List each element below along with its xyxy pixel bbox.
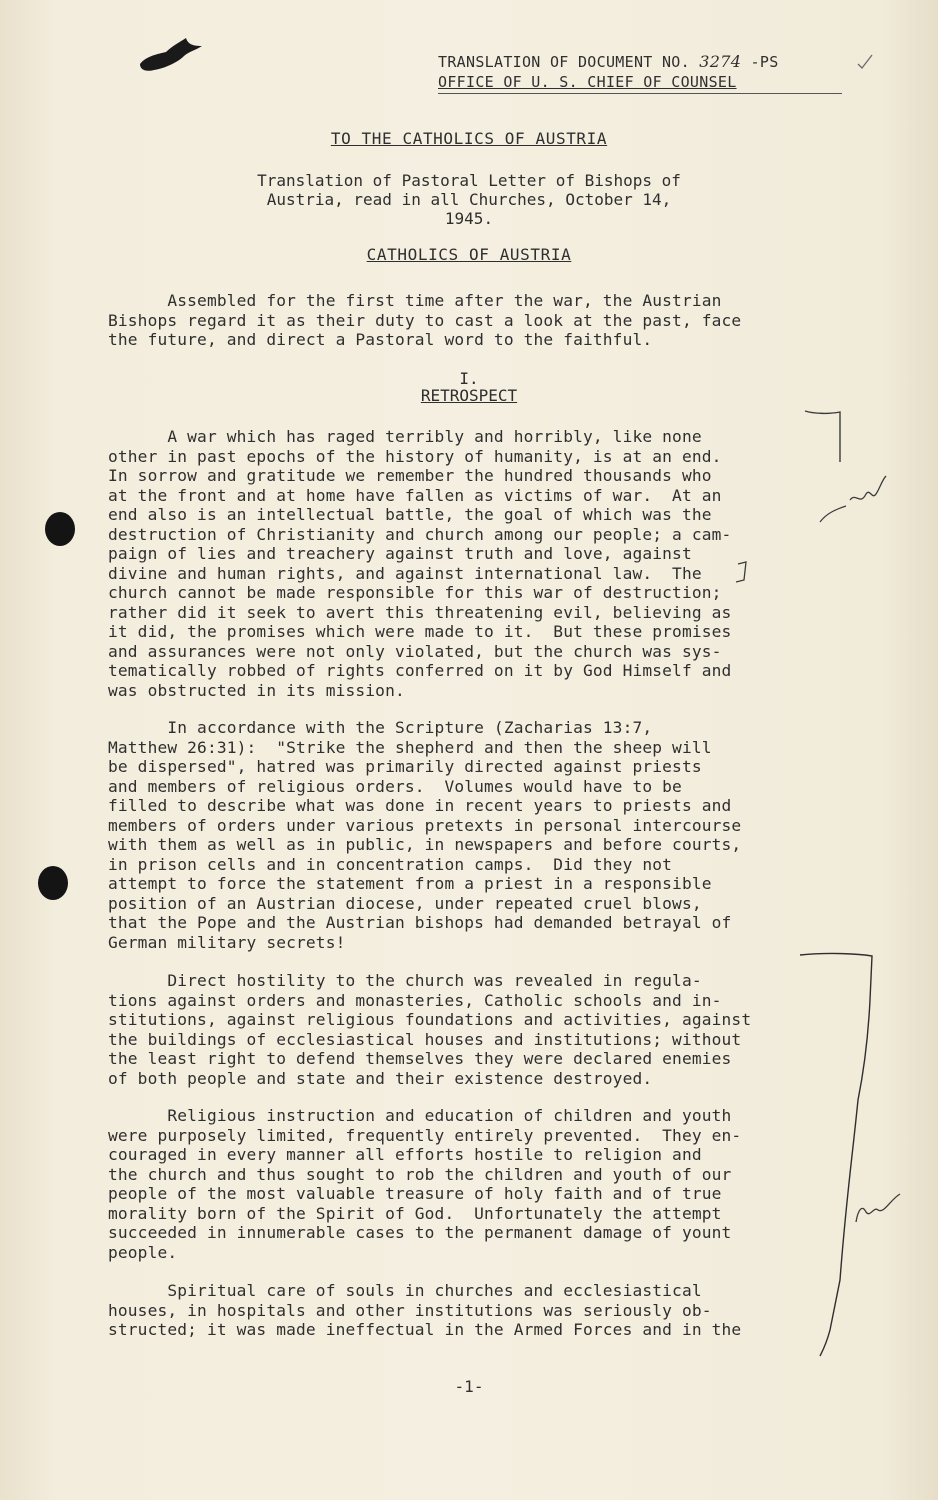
document-number: 3274 xyxy=(699,52,742,71)
body-paragraph: A war which has raged terribly and horribly, like none other in past epochs of the history of humanity, is at an end. In sorrow and gratitude we remember the hundred thousands who at the front and at home have fallen as victims of war. At an end also is an intellectual battle, the goal of which was the destruction of Christianity and church among our people; a cam- paign of lies and treachery against truth and love, against divine and human rights, and against international law. The church cannot be made responsible for this war of destruction; rather did it seek to avert this threatening evil, believing as it did, the promises which were made to it. But these promises and assurances were not only violated, but the church was sys- tematically robbed of rights conferred on it by God Himself and was obstructed in its mission. xyxy=(108,427,732,700)
salutation-heading: CATHOLICS OF AUSTRIA xyxy=(366,245,572,264)
page-number: -1- xyxy=(454,1377,484,1396)
body-paragraph: Religious instruction and education of children and youth were purposely limited, frequently entirely prevented. They en- couraged in every manner all efforts hostile to religion and the church and thus sought to rob the children and youth of our people of the most valuable treasure of holy faith and of true morality born of the Spirit of God. Unfortunately the attempt succeeded in innumerable cases to the permanent damage of yount people. xyxy=(108,1106,742,1262)
document-subtitle: Translation of Pastoral Letter of Bishops of Austria, read in all Churches, October 14, 1945. xyxy=(257,171,681,228)
document-suffix: -PS xyxy=(750,53,779,71)
document-title: TO THE CATHOLICS OF AUSTRIA xyxy=(330,129,608,148)
header-office-line: OFFICE OF U. S. CHIEF OF COUNSEL xyxy=(438,73,737,91)
body-paragraph: Direct hostility to the church was revealed in regula- tions against orders and monasteries, Catholic schools and in- stitutions, against religious foundations and activities, against the buildings of ecclesiastical houses and institutions; without the least right to defend themselves they were declared enemies of both people and state and their existence destroyed. xyxy=(108,971,752,1088)
section-number: I. xyxy=(459,369,479,388)
intro-paragraph: Assembled for the first time after the war, the Austrian Bishops regard it as their duty to cast a look at the past, face the future, and direct a Pastoral word to the faithful. xyxy=(108,291,742,349)
section-title: RETROSPECT xyxy=(420,386,518,405)
body-paragraph: In accordance with the Scripture (Zacharias 13:7, Matthew 26:31): "Strike the shepherd and then the sheep will be dispersed", hatred was primarily directed against priests and members of religious orders. Volumes would have to be filled to describe what was done in recent years to priests and members of orders under various pretexts in personal intercourse with them as well as in public, in newspapers and before courts, in prison cells and in concentration camps. Did they not attempt to force the statement from a priest in a responsible position of an Austrian diocese, under repeated cruel blows, that the Pope and the Austrian bishops had demanded betrayal of German military secrets! xyxy=(108,718,742,952)
header-translation-label: TRANSLATION OF DOCUMENT NO. xyxy=(438,53,690,71)
body-paragraph: Spiritual care of souls in churches and ecclesiastical houses, in hospitals and other institutions was seriously ob- structed; it was made ineffectual in the Armed Forces and in the xyxy=(108,1281,742,1339)
